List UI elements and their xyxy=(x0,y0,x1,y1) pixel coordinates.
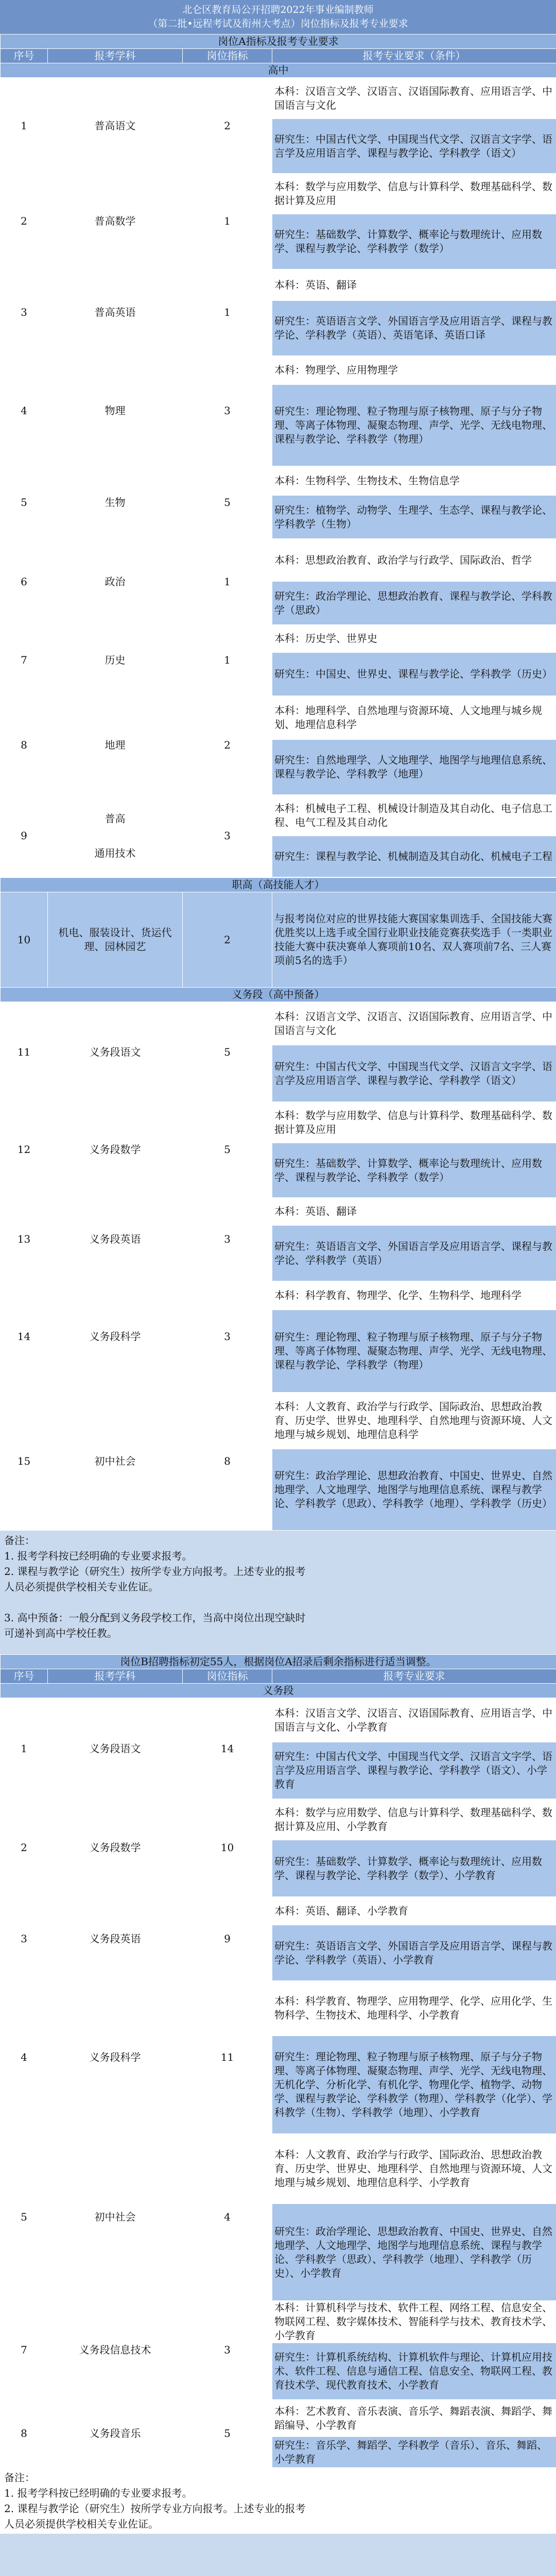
table-row xyxy=(1,1393,556,1449)
row-count: 2 xyxy=(183,892,272,988)
row-no: 7 xyxy=(1,625,48,696)
row-subject: 历史 xyxy=(48,625,183,696)
table-row xyxy=(1,1198,556,1226)
table-row xyxy=(1,78,556,119)
row-subject: 初中社会 xyxy=(48,1393,183,1531)
note-line: 人员必须提供学校相关专业佐证。 xyxy=(4,1581,159,1593)
table-row xyxy=(1,1799,556,1840)
row-requirement-undergrad: 本科：数学与应用数学、信息与计算科学、数理基础科学、数据计算及应用 xyxy=(272,174,556,214)
row-count: 4 xyxy=(183,2134,272,2301)
table-row xyxy=(1,539,556,582)
row-count: 9 xyxy=(183,1897,272,1981)
row-requirement-graduate: 研究生：政治学理论、思想政治教育、中国史、世界史、自然地理学、人文地理学、地图学与地理信息系统、课程与教学论、学科教学（思政）、学科教学（地理）、学科教学（历史）、小学教育 xyxy=(272,2204,556,2301)
row-subject: 义务段语文 xyxy=(48,1003,183,1102)
row-count: 8 xyxy=(183,1393,272,1531)
row-requirement-graduate: 研究生：计算机系统结构、计算机软件与理论、计算机应用技术、软件工程、信息与通信工程、信息安全、物联网工程、教育技术学、现代教育技术、小学教育 xyxy=(272,2343,556,2400)
table-row xyxy=(1,269,556,301)
title-line-2: （第二批•远程考试及衔州大考点）岗位指标及报考专业要求 xyxy=(148,18,408,29)
row-count: 3 xyxy=(183,1198,272,1281)
row-requirement-undergrad: 本科：数学与应用数学、信息与计算科学、数理基础科学、数据计算及应用、小学教育 xyxy=(272,1799,556,1840)
note-line: 1. 报考学科按已经明确的专业要求报考。 xyxy=(4,2487,193,2499)
row-requirement-graduate: 研究生：中国古代文学、中国现当代文学、汉语言文字学、语言学及应用语言学、课程与教学论、学科教学（语文） xyxy=(272,119,556,174)
row-requirement-graduate: 研究生：理论物理、粒子物理与原子核物理、原子与分子物理、等离子体物理、凝聚态物理、声学、光学、无线电物理、无机化学、分析化学、有机化学、物理化学、植物学、动物学、课程与教学论、学科教学（物理）、学科教学（化学）、学科教学（生物）、学科教学（地理）、小学教育 xyxy=(272,2036,556,2134)
section-yiwu-b: 义务段 xyxy=(1,1684,556,1698)
note-line: 备注： xyxy=(4,2471,35,2484)
row-count: 2 xyxy=(183,696,272,795)
section-yiwu: 义务段（高中预备） xyxy=(1,988,556,1002)
row-subject: 义务段数学 xyxy=(48,1799,183,1897)
note-line: 2. 课程与教学论（研究生）按所学专业方向报考。上述专业的报考 xyxy=(4,1565,306,1578)
row-requirement-undergrad: 本科：思想政治教育、政治学与行政学、国际政治、哲学 xyxy=(272,539,556,582)
table-row xyxy=(1,2301,556,2343)
note-line xyxy=(4,1595,552,1610)
row-requirement-graduate: 研究生：英语语言文学、外国语言学及应用语言学、课程与教学论、学科教学（英语）、英语笔译、英语口译 xyxy=(272,301,556,356)
row-requirement-undergrad: 本科：机械电子工程、机械设计制造及其自动化、电子信息工程、电气工程及其自动化 xyxy=(272,795,556,836)
row-count: 11 xyxy=(183,1981,272,2134)
row-subject: 政治 xyxy=(48,539,183,625)
row-subject: 义务段英语 xyxy=(48,1897,183,1981)
row-count: 5 xyxy=(183,466,272,539)
row-subject: 义务段科学 xyxy=(48,1981,183,2134)
table-row xyxy=(1,1699,556,1742)
row-no: 5 xyxy=(1,2134,48,2301)
note-line: 2. 课程与教学论（研究生）按所学专业方向报考。上述专业的报考 xyxy=(4,2502,306,2515)
row-requirement-graduate: 研究生：基础数学、计算数学、概率论与数理统计、应用数学、课程与教学论、学科教学（数学） xyxy=(272,1143,556,1198)
table-a xyxy=(0,34,556,78)
table-row xyxy=(1,696,556,740)
note-line: 3. 高中预备：一般分配到义务段学校工作，当高中岗位出现空缺时 xyxy=(4,1612,306,1624)
row-no: 4 xyxy=(1,356,48,466)
row-subject: 地理 xyxy=(48,696,183,795)
row-count: 2 xyxy=(183,78,272,174)
row-requirement-graduate: 研究生：英语语言文学、外国语言学及应用语言学、课程与教学论、学科教学（英语）、小学教育 xyxy=(272,1925,556,1981)
row-requirement-undergrad: 本科：汉语言文学、汉语言、汉语国际教育、应用语言学、中国语言与文化 xyxy=(272,78,556,119)
table-row xyxy=(1,1897,556,1925)
row-no: 7 xyxy=(1,2301,48,2400)
row-count: 1 xyxy=(183,539,272,625)
row-no: 10 xyxy=(1,892,48,988)
table-row xyxy=(1,2134,556,2204)
row-subject xyxy=(48,795,183,877)
row-no: 1 xyxy=(1,78,48,174)
row-requirement-graduate: 研究生：自然地理学、人文地理学、地图学与地理信息系统、课程与教学论、学科教学（地理） xyxy=(272,740,556,795)
row-requirement-undergrad: 本科：科学教育、物理学、应用物理学、化学、应用化学、生物科学、生物技术、地理科学、小学教育 xyxy=(272,1981,556,2036)
row-requirement-undergrad: 本科：英语、翻译 xyxy=(272,269,556,301)
table-b-notes xyxy=(0,2468,556,2534)
row-count: 3 xyxy=(183,356,272,466)
col-header-no: 序号 xyxy=(1,49,48,63)
row-subject: 普高数学 xyxy=(48,174,183,269)
row-subject: 义务段科学 xyxy=(48,1281,183,1393)
table-row xyxy=(1,892,556,988)
row-count: 5 xyxy=(183,2400,272,2468)
row-subject: 普高语文 xyxy=(48,78,183,174)
table-b xyxy=(0,1654,556,1698)
note-line: 人员必须提供学校相关专业佐证。 xyxy=(4,2518,159,2530)
row-no: 11 xyxy=(1,1003,48,1102)
row-count: 5 xyxy=(183,1102,272,1198)
row-subject: 普高英语 xyxy=(48,269,183,356)
table-row xyxy=(1,795,556,836)
section-zhigao: 职高（高技能人才） xyxy=(1,878,556,892)
row-requirement-graduate: 研究生：中国古代文学、中国现当代文学、汉语言文字学、语言学及应用语言学、课程与教学论、学科教学（语文） xyxy=(272,1045,556,1102)
row-subject: 物理 xyxy=(48,356,183,466)
table-row xyxy=(1,2400,556,2437)
table-a-caption: 岗位A指标及报考专业要求 xyxy=(1,35,556,49)
row-no: 8 xyxy=(1,696,48,795)
row-count: 1 xyxy=(183,269,272,356)
row-requirement-undergrad: 本科：汉语言文学、汉语言、汉语国际教育、应用语言学、中国语言与文化、小学教育 xyxy=(272,1699,556,1742)
row-subject: 生物 xyxy=(48,466,183,539)
row-no: 5 xyxy=(1,466,48,539)
section-gaozhong: 高中 xyxy=(1,63,556,78)
table-b-rows xyxy=(0,1698,556,2468)
table-row xyxy=(1,625,556,653)
row-requirement-undergrad: 本科：艺术教育、音乐表演、音乐学、舞蹈表演、舞蹈学、舞蹈编导、小学教育 xyxy=(272,2400,556,2437)
row-count: 3 xyxy=(183,1281,272,1393)
row-subject: 义务段音乐 xyxy=(48,2400,183,2468)
row-requirement-undergrad: 本科：历史学、世界史 xyxy=(272,625,556,653)
row-count: 1 xyxy=(183,625,272,696)
table-b-caption: 岗位B招聘指标初定55人，根据岗位A招录后剩余指标进行适当调整。 xyxy=(1,1655,556,1669)
table-a-rows xyxy=(0,78,556,877)
row-subject: 义务段语文 xyxy=(48,1699,183,1799)
table-row xyxy=(1,356,556,385)
row-requirement-undergrad: 本科：数学与应用数学、信息与计算科学、数理基础科学、数据计算及应用 xyxy=(272,1102,556,1143)
row-requirement-graduate: 研究生：理论物理、粒子物理与原子核物理、原子与分子物理、等离子体物理、凝聚态物理、声学、光学、无线电物理、课程与教学论、学科教学（物理） xyxy=(272,385,556,466)
row-count: 5 xyxy=(183,1003,272,1102)
row-no: 13 xyxy=(1,1198,48,1281)
row-count: 14 xyxy=(183,1699,272,1799)
row-requirement-undergrad: 本科：英语、翻译、小学教育 xyxy=(272,1897,556,1925)
row-requirement-graduate: 研究生：中国史、世界史、课程与教学论、学科教学（历史） xyxy=(272,653,556,696)
row-count: 3 xyxy=(183,795,272,877)
row-count: 3 xyxy=(183,2301,272,2400)
row-no: 6 xyxy=(1,539,48,625)
col-header-req: 报考专业要求（条件） xyxy=(272,49,556,63)
row-subject: 义务段英语 xyxy=(48,1198,183,1281)
row-requirement-undergrad: 本科：计算机科学与技术、软件工程、网络工程、信息安全、物联网工程、数字媒体技术、智能科学与技术、教育技术学、小学教育 xyxy=(272,2301,556,2343)
row-no: 15 xyxy=(1,1393,48,1531)
col-header-count: 岗位指标 xyxy=(183,49,272,63)
row-no: 2 xyxy=(1,174,48,269)
row-requirement-graduate: 研究生：基础数学、计算数学、概率论与数理统计、应用数学、课程与教学论、学科教学（数学）、小学教育 xyxy=(272,1840,556,1897)
title-line-1: 北仑区教育局公开招聘2022年事业编制教师 xyxy=(182,4,374,15)
table-a-notes xyxy=(0,1531,556,1643)
col-header-req: 报考专业要求 xyxy=(272,1669,556,1684)
table-row xyxy=(1,174,556,214)
row-no: 14 xyxy=(1,1281,48,1393)
row-no: 2 xyxy=(1,1799,48,1897)
row-subject-part: 通用技术 xyxy=(94,846,136,859)
row-subject: 义务段数学 xyxy=(48,1102,183,1198)
row-requirement-undergrad: 本科：英语、翻译 xyxy=(272,1198,556,1226)
row-requirement-graduate: 研究生：理论物理、粒子物理与原子核物理、原子与分子物理、等离子体物理、凝聚态物理、声学、光学、无线电物理、课程与教学论、学科教学（物理） xyxy=(272,1310,556,1393)
row-requirement-undergrad: 本科：人文教育、政治学与行政学、国际政治、思想政治教育、历史学、世界史、地理科学、自然地理与资源环境、人文地理与城乡规划、地理信息科学、小学教育 xyxy=(272,2134,556,2204)
table-row xyxy=(1,1281,556,1310)
col-header-no: 序号 xyxy=(1,1669,48,1684)
table-a-zhigao xyxy=(0,877,556,1002)
row-requirement-undergrad: 本科：物理学、应用物理学 xyxy=(272,356,556,385)
row-no: 3 xyxy=(1,1897,48,1981)
row-subject: 机电、服装设计、货运代理、园林园艺 xyxy=(48,892,183,988)
row-requirement-graduate: 研究生：英语语言文学、外国语言学及应用语言学、课程与教学论、学科教学（英语） xyxy=(272,1226,556,1281)
col-header-count: 岗位指标 xyxy=(183,1669,272,1684)
row-subject: 义务段信息技术 xyxy=(48,2301,183,2400)
row-count: 10 xyxy=(183,1799,272,1897)
row-no: 1 xyxy=(1,1699,48,1799)
table-row xyxy=(1,1003,556,1045)
row-requirement-graduate: 研究生：中国古代文学、中国现当代文学、汉语言文字学、语言学及应用语言学、课程与教学论、学科教学（语文）、小学教育 xyxy=(272,1742,556,1799)
row-requirement: 与报考岗位对应的世界技能大赛国家集训选手、全国技能大赛优胜奖以上选手或全国行业职业技能竞赛获奖选手（一类职业技能大赛中获决赛单人赛项前10名、双人赛项前7名、三人赛项前5名的选手） xyxy=(272,892,556,988)
table-row xyxy=(1,1981,556,2036)
note-line: 备注： xyxy=(4,1534,35,1547)
row-requirement-graduate: 研究生：政治学理论、思想政治教育、中国史、世界史、自然地理学、人文地理学、地图学与地理信息系统、课程与教学论、学科教学（思政）、学科教学（地理）、学科教学（历史） xyxy=(272,1449,556,1531)
row-no: 9 xyxy=(1,795,48,877)
row-no: 4 xyxy=(1,1981,48,2134)
row-requirement-undergrad: 本科：科学教育、物理学、化学、生物科学、地理科学 xyxy=(272,1281,556,1310)
table-row xyxy=(1,466,556,496)
row-requirement-undergrad: 本科：地理科学、自然地理与资源环境、人文地理与城乡规划、地理信息科学 xyxy=(272,696,556,740)
row-requirement-graduate: 研究生：植物学、动物学、生理学、生态学、课程与教学论、学科教学（生物） xyxy=(272,496,556,539)
row-no: 3 xyxy=(1,269,48,356)
row-requirement-undergrad: 本科：生物科学、生物技术、生物信息学 xyxy=(272,466,556,496)
row-requirement-graduate: 研究生：基础数学、计算数学、概率论与数理统计、应用数学、课程与教学论、学科教学（数学） xyxy=(272,214,556,269)
table-a-yiwu-rows xyxy=(0,1002,556,1531)
row-requirement-undergrad: 本科：汉语言文学、汉语言、汉语国际教育、应用语言学、中国语言与文化 xyxy=(272,1003,556,1045)
col-header-subject: 报考学科 xyxy=(48,1669,183,1684)
row-requirement-graduate: 研究生：课程与教学论、机械制造及其自动化、机械电子工程 xyxy=(272,836,556,877)
note-line: 1. 报考学科按已经明确的专业要求报考。 xyxy=(4,1550,193,1562)
row-no: 12 xyxy=(1,1102,48,1198)
col-header-subject: 报考学科 xyxy=(48,49,183,63)
table-row xyxy=(1,1102,556,1143)
row-requirement-graduate: 研究生：政治学理论、思想政治教育、课程与教学论、学科教学（思政） xyxy=(272,582,556,625)
document-title xyxy=(0,0,556,34)
row-count: 1 xyxy=(183,174,272,269)
row-subject: 初中社会 xyxy=(48,2134,183,2301)
row-subject-part: 普高 xyxy=(105,812,126,825)
row-requirement-graduate: 研究生：音乐学、舞蹈学、学科教学（音乐）、音乐、舞蹈、小学教育 xyxy=(272,2437,556,2468)
row-no: 8 xyxy=(1,2400,48,2468)
row-requirement-undergrad: 本科：人文教育、政治学与行政学、国际政治、思想政治教育、历史学、世界史、地理科学、自然地理与资源环境、人文地理与城乡规划、地理信息科学 xyxy=(272,1393,556,1449)
note-line: 可递补到高中学校任教。 xyxy=(4,1627,117,1639)
